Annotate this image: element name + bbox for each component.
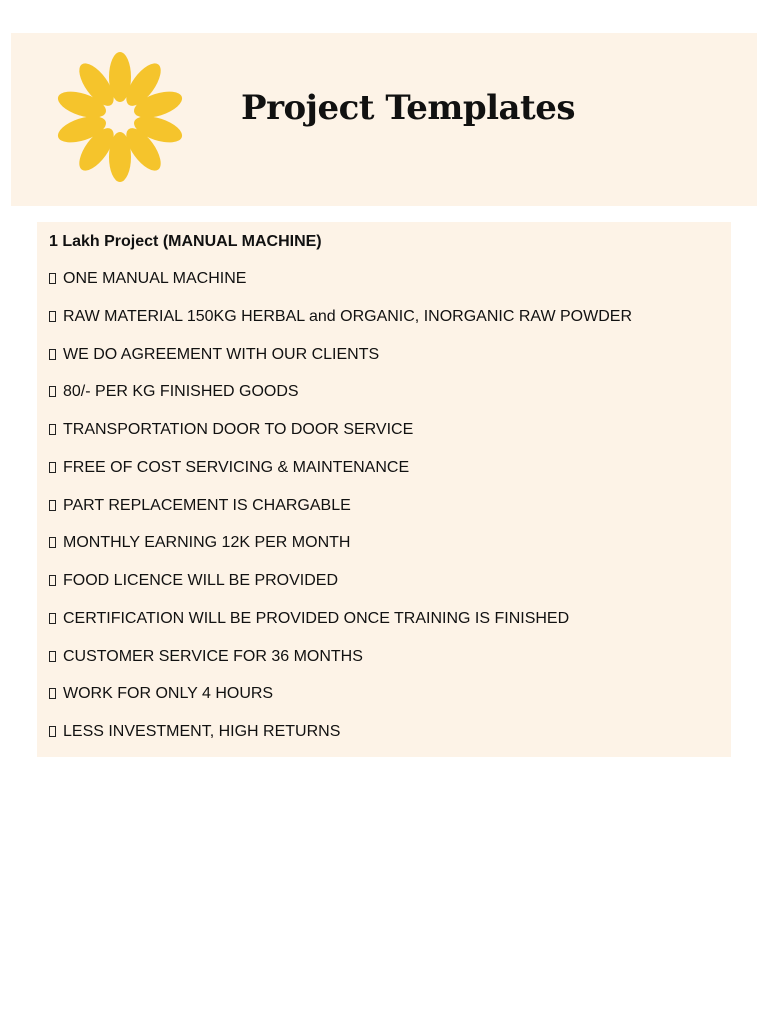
feature-item-label: ONE MANUAL MACHINE: [63, 270, 247, 287]
feature-list: [49, 260, 729, 751]
project-title: 1 Lakh Project (MANUAL MACHINE): [49, 233, 322, 250]
feature-item-label: MONTHLY EARNING 12K PER MONTH: [63, 534, 351, 552]
feature-item: [49, 713, 729, 751]
feature-item: [49, 600, 729, 638]
feature-item-label: TRANSPORTATION DOOR TO DOOR SERVICE: [63, 421, 414, 438]
feature-item: [49, 487, 729, 525]
missing-glyph-box-icon: [49, 386, 56, 397]
feature-item-label: RAW MATERIAL 150KG HERBAL and ORGANIC, INORGANIC RAW POWDER: [63, 307, 632, 325]
missing-glyph-box-icon: [49, 688, 56, 699]
feature-item-label: PART REPLACEMENT IS CHARGABLE: [63, 496, 351, 514]
missing-glyph-box-icon: [49, 537, 56, 548]
feature-item: [49, 336, 729, 374]
feature-item-label: FREE OF COST SERVICING & MAINTENANCE: [63, 458, 410, 476]
feature-item: [49, 260, 729, 298]
missing-glyph-box-icon: [49, 273, 56, 284]
missing-glyph-box-icon: [49, 575, 56, 586]
feature-item: [49, 675, 729, 713]
missing-glyph-box-icon: [49, 462, 56, 473]
feature-item-label: 80/- PER KG FINISHED GOODS: [63, 383, 299, 401]
feature-item: [49, 562, 729, 600]
feature-item: [49, 638, 729, 676]
sunflower-petals: [55, 52, 185, 182]
feature-item-label: FOOD LICENCE WILL BE PROVIDED: [63, 572, 339, 589]
page-title: Project Templates: [241, 88, 576, 128]
feature-item-label: CUSTOMER SERVICE FOR 36 MONTHS: [63, 647, 363, 665]
missing-glyph-box-icon: [49, 424, 56, 435]
feature-item: [49, 298, 729, 336]
missing-glyph-box-icon: [49, 500, 56, 511]
missing-glyph-box-icon: [49, 613, 56, 624]
feature-item-label: LESS INVESTMENT, HIGH RETURNS: [63, 723, 341, 740]
project-card: [37, 222, 731, 757]
sunflower-icon: [50, 50, 190, 184]
feature-item: [49, 373, 729, 411]
feature-item-label: WE DO AGREEMENT WITH OUR CLIENTS: [63, 345, 380, 363]
missing-glyph-box-icon: [49, 726, 56, 737]
feature-item-label: WORK FOR ONLY 4 HOURS: [63, 685, 274, 703]
missing-glyph-box-icon: [49, 651, 56, 662]
missing-glyph-box-icon: [49, 311, 56, 322]
feature-item-label: CERTIFICATION WILL BE PROVIDED ONCE TRAINING IS FINISHED: [63, 609, 570, 627]
feature-item: [49, 524, 729, 562]
feature-item: [49, 411, 729, 449]
feature-item: [49, 449, 729, 487]
missing-glyph-box-icon: [49, 349, 56, 360]
